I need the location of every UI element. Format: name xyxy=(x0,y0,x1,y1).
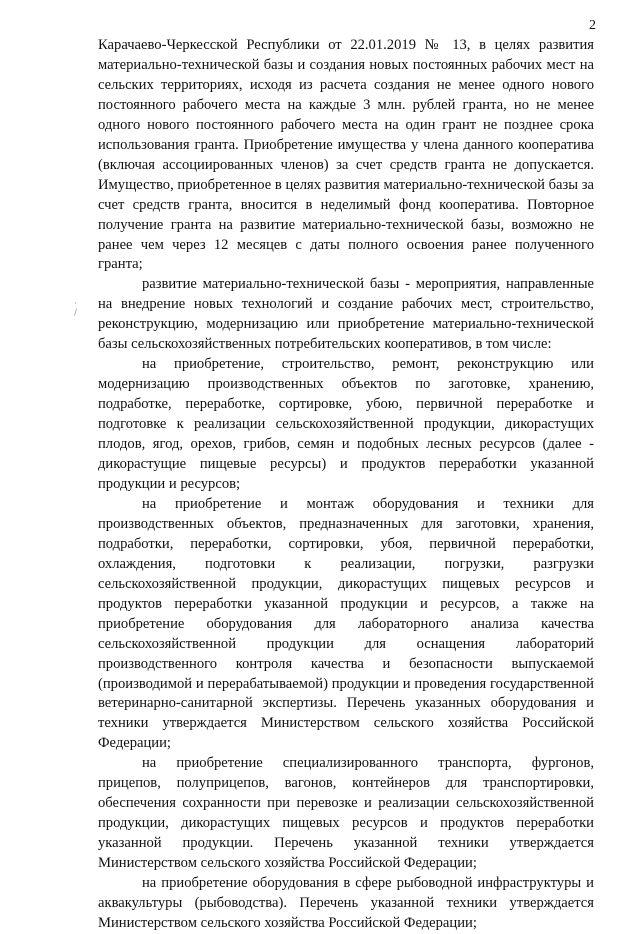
margin-mark: · / xyxy=(74,299,78,318)
paragraph-1: Карачаево-Черкесской Республики от 22.01.2019 № 13, в целях развития материально-технической базы и создания новых постоянных рабочих мест на сельских территориях, исходя из расчета создания не менее одного нового постоянного рабочего места на каждые 3 млн. рублей гранта, но не менее одного нового постоянного рабочего места на один грант не позднее срока использования гранта. Приобретение имущества у члена данного кооператива (включая ассоциированных членов) за счет средств гранта не допускается. Имущество, приобретенное в целях развития материально-технической базы за счет средств гранта, вносится в неделимый фонд кооператива. Повторное получение гранта на развитие материально-технической базы, возможно не ранее чем через 12 месяцев с даты полного освоения ранее полученного гранта; xyxy=(98,37,594,273)
paragraph-6: на приобретение оборудования в сфере рыбоводной инфраструктуры и аквакультуры (рыбоводства). Перечень указанной техники утверждается Министерством сельского хозяйства Российской Федерации; xyxy=(98,875,594,931)
paragraph-2: развитие материально-технической базы - мероприятия, направленные на внедрение новых технологий и создание рабочих мест, строительство, реконструкцию, модернизацию или приобретение материально-технической базы сельскохозяйственных потребительских кооперативов, в том числе: xyxy=(98,276,594,353)
page-number: 2 xyxy=(589,18,596,33)
paragraph-5: на приобретение специализированного транспорта, фургонов, прицепов, полуприцепов, вагонов, контейнеров для транспортировки, обеспечения сохранности при перевозке и реализации сельскохозяйственной продукции, дикорастущих пищевых ресурсов и продуктов переработки указанной продукции. Перечень указанной техники утверждается Министерством сельского хозяйства Российской Федерации; xyxy=(98,755,594,872)
paragraph-3: на приобретение, строительство, ремонт, реконструкцию или модернизацию производственных объектов по заготовке, хранению, подработке, переработке, сортировке, убою, первичной переработке и подготовке к реализации сельскохозяйственной продукции, дикорастущих плодов, ягод, орехов, грибов, семян и подобных лесных ресурсов (далее - дикорастущие пищевые ресурсы) и продуктов переработки указанной продукции и ресурсов; xyxy=(98,356,594,492)
paragraph-4: на приобретение и монтаж оборудования и техники для производственных объектов, предназначенных для заготовки, хранения, подработки, переработки, сортировки, убоя, первичной переработки, охлаждения, подготовки к реализации, погрузки, разгрузки сельскохозяйственной продукции, дикорастущих пищевых ресурсов и продуктов переработки указанной продукции и ресурсов, а также на приобретение оборудования для лабораторного анализа качества сельскохозяйственной продукции для оснащения лабораторий производственного контроля качества и безопасности выпускаемой (производимой и перерабатываемой) продукции и проведения государственной ветеринарно-санитарной экспертизы. Перечень указанных оборудования и техники утверждается Министерством сельского хозяйства Российской Федерации; xyxy=(98,495,594,752)
document-body xyxy=(98,36,594,934)
